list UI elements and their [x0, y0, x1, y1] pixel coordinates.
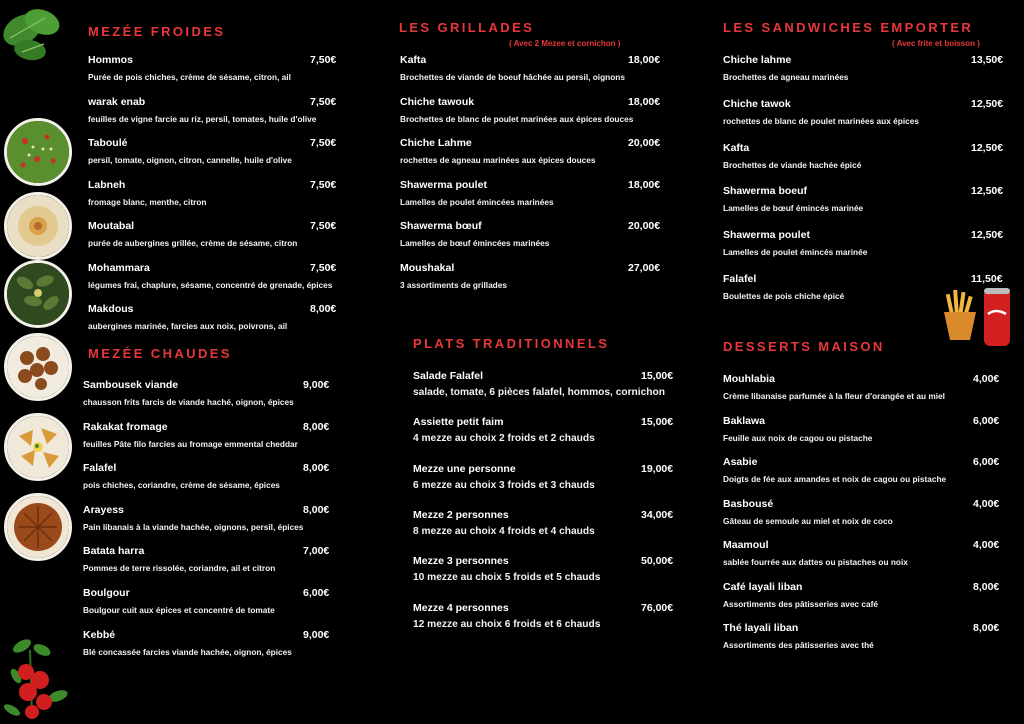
item-description: Lamelles de bœuf émincés marinée — [723, 203, 864, 214]
menu-item-kafta — [723, 141, 1004, 170]
item-price: 7,50€ — [310, 54, 337, 66]
item-name: Hommos — [88, 54, 133, 66]
item-name: Kebbé — [83, 628, 116, 641]
item-price: 9,00€ — [303, 379, 330, 391]
menu-item-kebbe — [83, 628, 330, 657]
item-description: rochettes de blanc de poulet marinées aux épices — [723, 115, 919, 126]
menu-item-arayess — [83, 503, 330, 532]
item-price: 12,50€ — [971, 229, 1004, 242]
item-name: Baklawa — [723, 414, 766, 427]
item-description: légumes frai, chaplure, sésame, concentré de grenade, épices — [88, 279, 333, 290]
item-price: 6,00€ — [973, 414, 1000, 427]
fatayer-plate-image — [4, 413, 72, 481]
menu-item-batata-harra — [83, 545, 330, 574]
menu-item-kafta — [400, 54, 661, 82]
item-price: 8,00€ — [303, 462, 330, 475]
item-price: 20,00€ — [628, 220, 661, 233]
item-name: Mouhlabia — [723, 373, 775, 385]
item-price: 18,00€ — [628, 54, 661, 66]
item-price: 34,00€ — [641, 508, 674, 521]
item-price: 27,00€ — [628, 262, 661, 274]
item-description: Pommes de terre rissolée, coriandre, ail et citron — [83, 563, 276, 574]
item-description: Assortiments des pâtisseries avec thé — [723, 640, 874, 650]
kebbe-plate-image — [4, 493, 72, 561]
item-name: Makdous — [88, 303, 134, 315]
menu-item-taboule — [88, 137, 337, 165]
item-name: Shawerma boeuf — [723, 185, 808, 198]
item-name: Asabie — [723, 456, 758, 468]
item-description: 4 mezze au choix 2 froids et 2 chauds — [413, 433, 595, 445]
menu-item-salade-falafel — [413, 370, 674, 398]
item-price: 7,50€ — [310, 220, 337, 232]
menu-item-mohammara — [88, 261, 337, 290]
item-description: Pain libanais à la viande hachée, oignons, persil, épices — [83, 521, 304, 532]
item-price: 20,00€ — [628, 137, 661, 150]
item-name: Taboulé — [88, 137, 128, 149]
item-price: 12,50€ — [971, 97, 1004, 110]
section-title-mezees-chaudes: MEZÉE CHAUDES — [88, 346, 232, 361]
item-price: 8,00€ — [310, 303, 337, 315]
item-description: Boulgour cuit aux épices et concentré de tomate — [83, 605, 275, 615]
item-name: Mezze 3 personnes — [413, 555, 509, 568]
item-price: 19,00€ — [641, 462, 674, 475]
item-description: Brochettes de viande hachée épicé — [723, 159, 862, 170]
menu-item-chiche-lahme — [400, 137, 661, 166]
menu-item-warak-enab — [88, 95, 337, 124]
menu-item-hommos — [88, 54, 337, 82]
item-name: Sambousek viande — [83, 379, 179, 391]
item-name: Basbousé — [723, 497, 774, 510]
item-price: 15,00€ — [641, 416, 674, 429]
menu-item-mouhlabia — [723, 373, 1000, 401]
menu-item-mezze-une-personne — [413, 462, 674, 491]
falafel-plate-image — [4, 333, 72, 401]
item-price: 76,00€ — [641, 601, 674, 614]
item-price: 7,50€ — [310, 178, 337, 191]
item-price: 7,50€ — [310, 137, 337, 149]
item-description: Boulettes de pois chiche épicé — [723, 291, 845, 301]
menu-item-chiche-tawouk — [400, 95, 661, 124]
item-price: 13,50€ — [971, 54, 1004, 66]
menu-item-mezze-2-personnes — [413, 508, 674, 537]
item-price: 8,00€ — [303, 503, 330, 516]
section-title-desserts: DESSERTS MAISON — [723, 339, 885, 354]
menu-item-chiche-lahme — [723, 54, 1004, 82]
item-price: 9,00€ — [303, 628, 330, 641]
item-name: Thé layali liban — [723, 622, 799, 634]
menu-item-cafe-layali-liban — [723, 580, 1000, 609]
menu-item-chiche-tawok — [723, 97, 1004, 126]
menu-item-makdous — [88, 303, 337, 331]
item-name: Shawerma bœuf — [400, 220, 482, 233]
item-price: 18,00€ — [628, 95, 661, 108]
menu-item-basbouse — [723, 497, 1000, 526]
item-price: 6,00€ — [303, 587, 330, 599]
item-name: Rakakat fromage — [83, 420, 168, 433]
item-description: Brochettes de blanc de poulet marinées aux épices douces — [400, 113, 634, 124]
section-title-sandwiches: LES SANDWICHES EMPORTER — [723, 20, 974, 35]
item-price: 8,00€ — [973, 580, 1000, 593]
section-title-plats-traditionnels: PLATS TRADITIONNELS — [413, 336, 610, 351]
item-name: Kafta — [723, 141, 750, 154]
item-description: Blé concassée farcies viande hachée, oignon, épices — [83, 646, 292, 657]
menu-item-sambousek-viande — [83, 379, 330, 407]
item-description: Purée de pois chiches, crème de sésame, citron, ail — [88, 72, 291, 82]
item-description: rochettes de agneau marinées aux épices douces — [400, 155, 596, 166]
grillades-note: ( Avec 2 Mezee et cornichon ) — [509, 39, 621, 48]
item-description: Lamelles de bœuf émincées marinées — [400, 238, 550, 249]
item-name: Shawerma poulet — [400, 178, 487, 191]
item-price: 7,00€ — [303, 545, 330, 558]
menu-item-shawerma-b-uf — [400, 220, 661, 249]
menu-item-rakakat-fromage — [83, 420, 330, 449]
item-price: 6,00€ — [973, 456, 1000, 468]
menu-item-moutabal — [88, 220, 337, 248]
menu-item-asabie — [723, 456, 1000, 484]
item-name: Moutabal — [88, 220, 135, 232]
item-price: 4,00€ — [973, 373, 1000, 385]
item-description: 8 mezze au choix 4 froids et 4 chauds — [413, 525, 595, 537]
item-description: sablée fourrée aux dattes ou pistaches ou noix — [723, 557, 908, 567]
item-name: Chiche Lahme — [400, 137, 472, 150]
item-description: Brochettes de agneau marinées — [723, 72, 849, 82]
item-name: Mezze une personne — [413, 462, 516, 475]
item-description: Brochettes de viande de boeuf hâchée au persil, oignons — [400, 72, 625, 82]
item-name: Mezze 4 personnes — [413, 601, 509, 614]
menu-item-the-layali-liban — [723, 622, 1000, 650]
menu-item-falafel — [83, 462, 330, 491]
item-name: Chiche lahme — [723, 54, 792, 66]
item-name: Assiette petit faim — [413, 416, 504, 429]
menu-item-shawerma-boeuf — [723, 185, 1004, 214]
menu-item-mezze-4-personnes — [413, 601, 674, 630]
item-name: Kafta — [400, 54, 427, 66]
item-description: Feuille aux noix de cagou ou pistache — [723, 432, 873, 443]
menu-item-moushakal — [400, 262, 661, 290]
item-description: chausson frits farcis de viande haché, oignon, épices — [83, 397, 294, 407]
hummus-plate-image — [4, 192, 72, 260]
item-price: 50,00€ — [641, 555, 674, 568]
item-name: Arayess — [83, 503, 124, 516]
item-name: Chiche tawouk — [400, 95, 475, 108]
item-name: Mohammara — [88, 261, 150, 274]
item-price: 18,00€ — [628, 178, 661, 191]
sandwiches-note: ( Avec frite et boisson ) — [892, 39, 980, 48]
item-name: Café layali liban — [723, 580, 803, 593]
menu-item-shawerma-poulet — [400, 178, 661, 207]
item-description: purée de aubergines grillée, crème de sésame, citron — [88, 238, 298, 248]
item-name: Moushakal — [400, 262, 455, 274]
item-name: Boulgour — [83, 587, 130, 599]
item-description: Crème libanaise parfumée à la fleur d'orangée et au miel — [723, 391, 945, 401]
menu-item-falafel — [723, 273, 1003, 301]
item-name: Batata harra — [83, 545, 145, 558]
section-title-mezees-froides: MEZÉE FROIDES — [88, 24, 226, 39]
item-description: 10 mezze au choix 5 froids et 5 chauds — [413, 572, 601, 584]
item-description: 3 assortiments de grillades — [400, 280, 507, 290]
item-name: Maamoul — [723, 539, 769, 551]
spinach-leaves-image — [0, 0, 70, 70]
item-name: Mezze 2 personnes — [413, 508, 509, 521]
item-description: pois chiches, coriandre, crème de sésame, épices — [83, 480, 280, 491]
item-name: Shawerma poulet — [723, 229, 810, 242]
item-description: feuilles Pâte filo farcies au fromage emmental cheddar — [83, 438, 298, 449]
section-title-grillades: LES GRILLADES — [399, 20, 535, 35]
item-name: Chiche tawok — [723, 97, 791, 110]
menu-item-assiette-petit-faim — [413, 416, 674, 445]
item-description: 6 mezze au choix 3 froids et 3 chauds — [413, 479, 595, 491]
item-description: persil, tomate, oignon, citron, cannelle, huile d'olive — [88, 155, 292, 165]
item-description: salade, tomate, 6 pièces falafel, hommos, cornichon — [413, 387, 665, 398]
tomato-basil-image — [2, 636, 78, 724]
item-name: Falafel — [83, 462, 117, 475]
tabbouleh-plate-image — [4, 118, 72, 186]
item-price: 7,50€ — [310, 95, 337, 108]
item-name: Labneh — [88, 178, 126, 191]
item-name: Falafel — [723, 273, 757, 285]
item-description: Lamelles de poulet émincées marinées — [400, 196, 554, 207]
item-price: 8,00€ — [973, 622, 1000, 634]
item-description: fromage blanc, menthe, citron — [88, 196, 207, 207]
item-name: Salade Falafel — [413, 370, 484, 382]
item-description: Lamelles de poulet émincés marinée — [723, 247, 868, 258]
item-price: 7,50€ — [310, 261, 337, 274]
item-price: 8,00€ — [303, 420, 330, 433]
item-description: Doigts de fée aux amandes et noix de cagou ou pistache — [723, 474, 947, 484]
menu-item-labneh — [88, 178, 337, 207]
item-description: aubergines marinée, farcies aux noix, poivrons, ail — [88, 321, 288, 331]
menu-item-mezze-3-personnes — [413, 555, 674, 584]
item-price: 12,50€ — [971, 141, 1004, 154]
menu-item-baklawa — [723, 414, 1000, 443]
menu-item-shawerma-poulet — [723, 229, 1004, 258]
item-name: warak enab — [88, 95, 146, 108]
item-price: 4,00€ — [973, 497, 1000, 510]
item-price: 12,50€ — [971, 185, 1004, 198]
item-price: 11,50€ — [971, 273, 1003, 285]
stuffed-vine-leaves-plate-image — [4, 260, 72, 328]
menu-item-maamoul — [723, 539, 1000, 567]
item-description: 12 mezze au choix 6 froids et 6 chauds — [413, 618, 601, 630]
item-description: feuilles de vigne farcie au riz, persil, tomates, huile d'olive — [88, 113, 317, 124]
item-description: Assortiments des pâtisseries avec café — [723, 598, 878, 609]
menu-item-boulgour — [83, 587, 330, 615]
fries-and-cola-image — [940, 280, 1020, 354]
item-price: 4,00€ — [973, 539, 1000, 551]
item-description: Gâteau de semoule au miel et noix de coco — [723, 515, 893, 526]
item-price: 15,00€ — [641, 370, 674, 382]
